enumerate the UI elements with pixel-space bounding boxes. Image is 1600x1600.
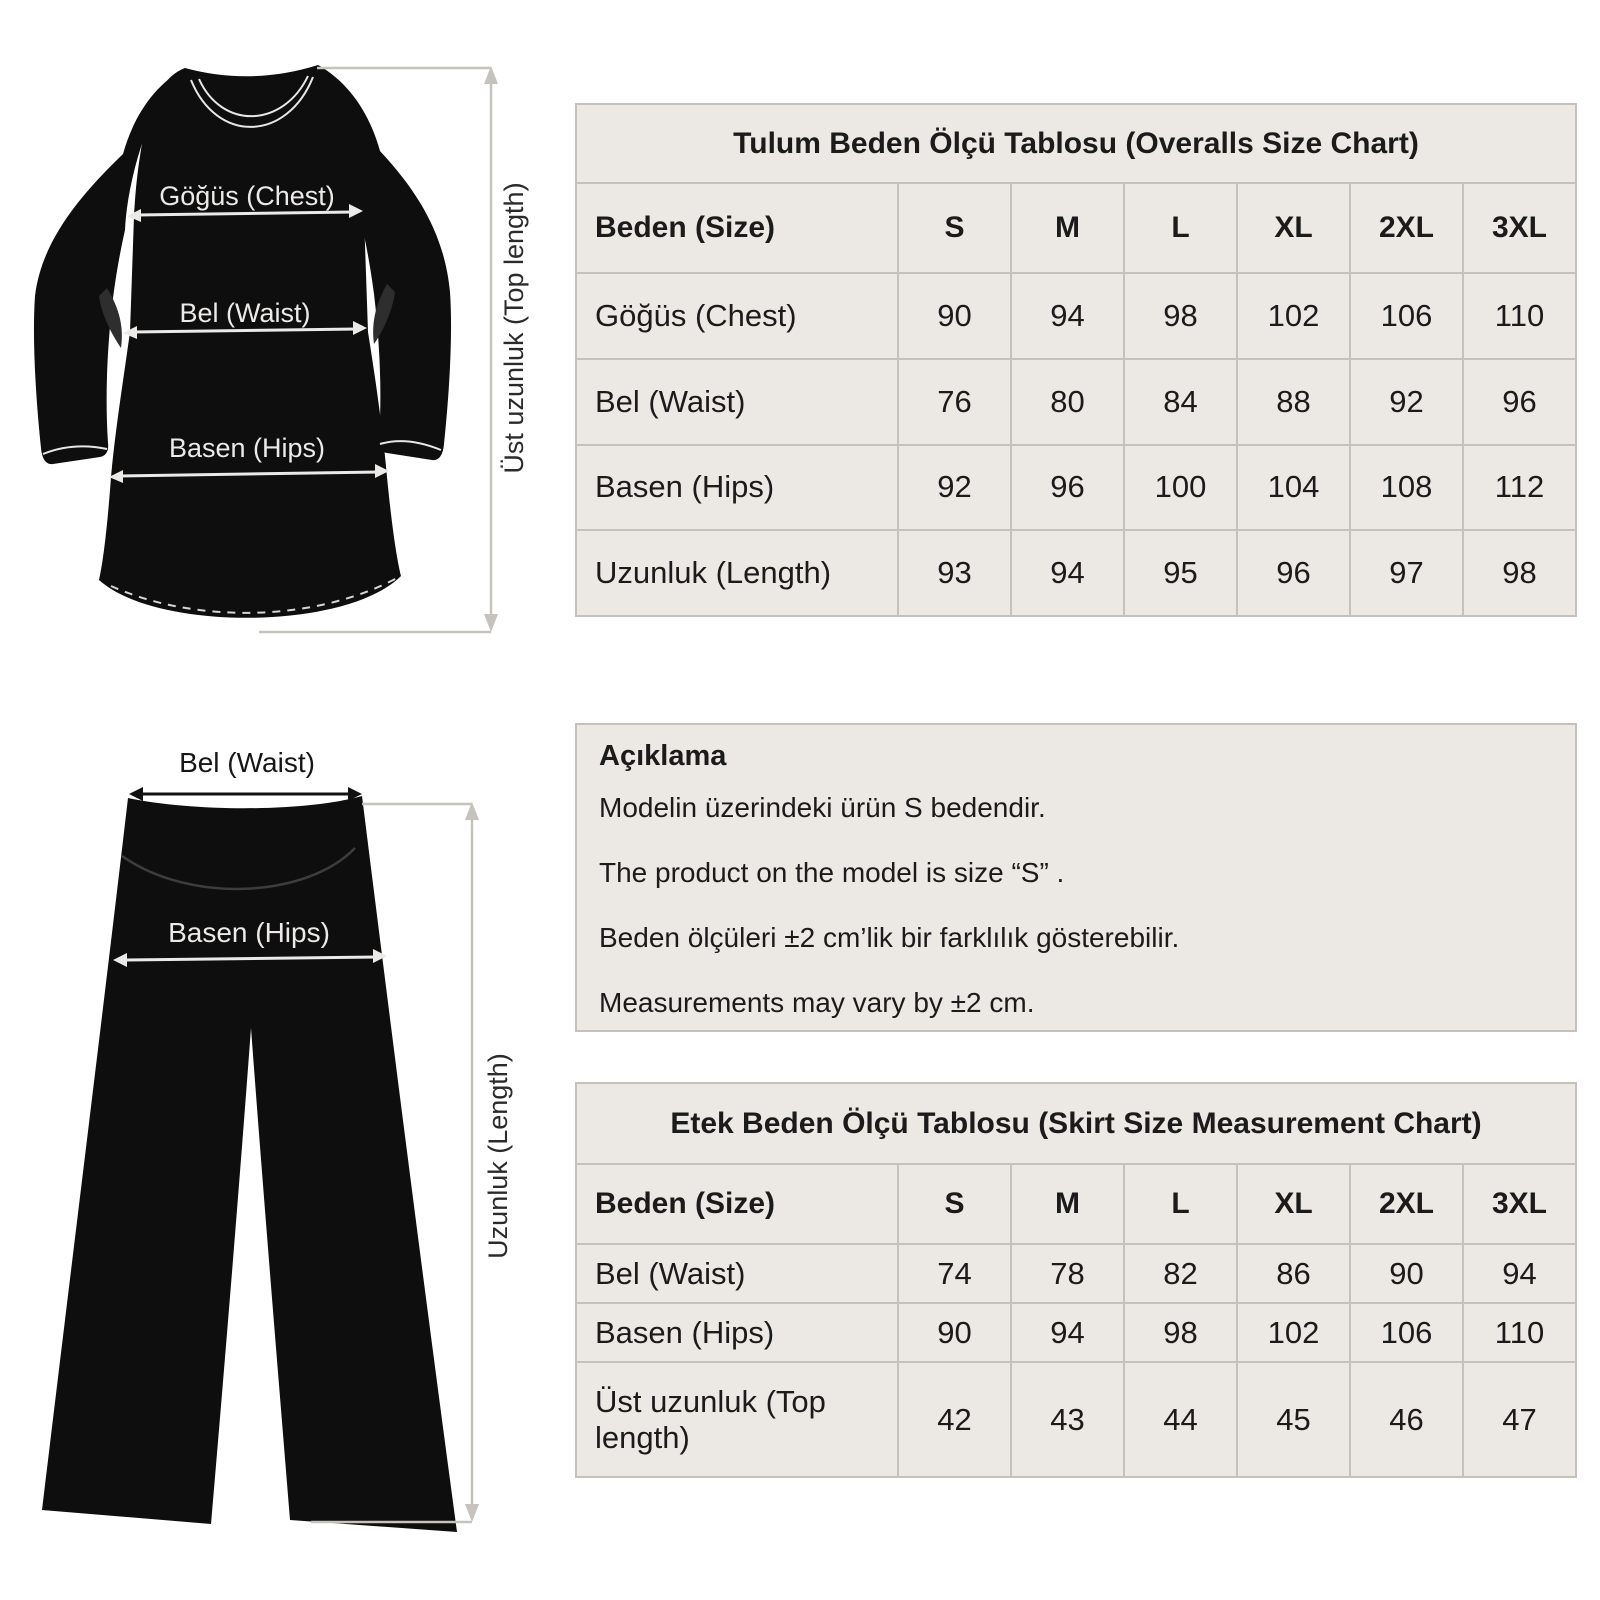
value-cell: 86 [1237,1244,1350,1303]
value-cell: 82 [1124,1244,1237,1303]
row-label: Üst uzunluk (Top length) [576,1362,898,1477]
value-cell: 76 [898,359,1011,445]
size-col-header: L [1124,1164,1237,1244]
row-label: Bel (Waist) [576,1244,898,1303]
value-cell: 44 [1124,1362,1237,1477]
size-col-header: 2XL [1350,183,1463,273]
overalls-table-title: Tulum Beden Ölçü Tablosu (Overalls Size Chart) [576,104,1576,183]
table-title-row [576,1083,1576,1164]
tunic-silhouette [34,65,451,618]
row-label: Göğüs (Chest) [576,273,898,359]
value-cell: 43 [1011,1362,1124,1477]
size-col-header: S [898,1164,1011,1244]
value-cell: 92 [898,445,1011,531]
value-cell: 42 [898,1362,1011,1477]
value-cell: 98 [1124,1303,1237,1362]
size-col-header: 2XL [1350,1164,1463,1244]
table-row [576,1303,1576,1362]
table-row [576,1244,1576,1303]
table-row [576,530,1576,616]
skirt-size-table [575,1082,1577,1478]
value-cell: 93 [898,530,1011,616]
skirt-table-title: Etek Beden Ölçü Tablosu (Skirt Size Measurement Chart) [576,1083,1576,1164]
value-cell: 104 [1237,445,1350,531]
table-row [576,445,1576,531]
overalls-size-table [575,103,1577,617]
chest-label: Göğüs (Chest) [159,181,335,211]
value-cell: 84 [1124,359,1237,445]
value-cell: 96 [1463,359,1576,445]
value-cell: 47 [1463,1362,1576,1477]
table-header-row [576,1164,1576,1244]
note-line: Modelin üzerindeki ürün S bedendir. [599,792,1046,823]
value-cell: 90 [898,1303,1011,1362]
pants-waist-label: Bel (Waist) [179,747,315,778]
value-cell: 94 [1011,530,1124,616]
value-cell: 110 [1463,1303,1576,1362]
waist-label: Bel (Waist) [179,298,311,328]
pants-waist-measure-arrow [129,787,362,801]
bottom-garment-diagram [25,720,555,1580]
size-col-header: S [898,183,1011,273]
value-cell: 45 [1237,1362,1350,1477]
size-col-header: XL [1237,1164,1350,1244]
hips-label: Basen (Hips) [168,433,326,463]
row-label: Basen (Hips) [576,1303,898,1362]
value-cell: 98 [1124,273,1237,359]
value-cell: 78 [1011,1244,1124,1303]
value-cell: 94 [1463,1244,1576,1303]
value-cell: 92 [1350,359,1463,445]
value-cell: 88 [1237,359,1350,445]
value-cell: 108 [1350,445,1463,531]
value-cell: 102 [1237,273,1350,359]
value-cell: 95 [1124,530,1237,616]
size-col-header: 3XL [1463,1164,1576,1244]
row-label: Bel (Waist) [576,359,898,445]
value-cell: 74 [898,1244,1011,1303]
value-cell: 100 [1124,445,1237,531]
pants-silhouette [42,796,457,1532]
size-col-header: XL [1237,183,1350,273]
pants-hips-label: Basen (Hips) [168,917,330,948]
value-cell: 110 [1463,273,1576,359]
value-cell: 102 [1237,1303,1350,1362]
size-col-header: 3XL [1463,183,1576,273]
table-header-row [576,183,1576,273]
value-cell: 98 [1463,530,1576,616]
value-cell: 106 [1350,1303,1463,1362]
value-cell: 106 [1350,273,1463,359]
top-garment-diagram [25,40,555,680]
note-line: Beden ölçüleri ±2 cm’lik bir farklılık gösterebilir. [599,922,1180,953]
size-col-header: L [1124,183,1237,273]
table-row [576,1362,1576,1477]
value-cell: 90 [1350,1244,1463,1303]
size-col-header: M [1011,183,1124,273]
note-line: Measurements may vary by ±2 cm. [599,987,1035,1018]
size-col-header: M [1011,1164,1124,1244]
size-header-cell: Beden (Size) [576,183,898,273]
value-cell: 46 [1350,1362,1463,1477]
value-cell: 94 [1011,273,1124,359]
top-length-label: Üst uzunluk (Top length) [499,182,529,474]
note-box [575,723,1577,1032]
value-cell: 96 [1011,445,1124,531]
value-cell: 97 [1350,530,1463,616]
table-row [576,273,1576,359]
note-title: Açıklama [599,740,727,772]
value-cell: 94 [1011,1303,1124,1362]
value-cell: 112 [1463,445,1576,531]
value-cell: 80 [1011,359,1124,445]
size-header-cell: Beden (Size) [576,1164,898,1244]
table-title-row [576,104,1576,183]
row-label: Uzunluk (Length) [576,530,898,616]
pants-length-label: Uzunluk (Length) [483,1053,513,1259]
row-label: Basen (Hips) [576,445,898,531]
value-cell: 96 [1237,530,1350,616]
value-cell: 90 [898,273,1011,359]
note-line: The product on the model is size “S” . [599,857,1065,888]
table-row [576,359,1576,445]
